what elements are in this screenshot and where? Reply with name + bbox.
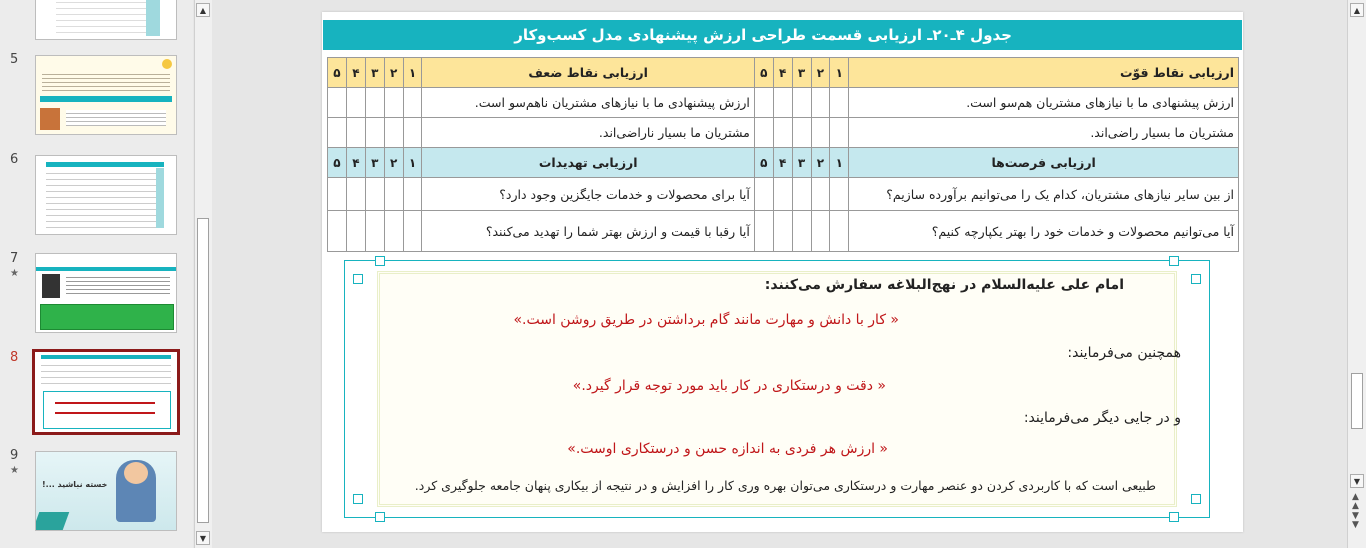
- slide-number: 9: [10, 448, 19, 463]
- scale-2: ۲: [384, 58, 403, 88]
- scale-4: ۴: [346, 148, 365, 178]
- slide-number: 5: [10, 52, 19, 67]
- scale-3: ۳: [792, 148, 811, 178]
- scale-5: ۵: [754, 58, 773, 88]
- rating-cell[interactable]: [403, 211, 422, 252]
- scale-1: ۱: [403, 58, 422, 88]
- scale-2: ۲: [384, 148, 403, 178]
- slide-title: جدول ۴ـ۲۰ـ ارزیابی قسمت طراحی ارزش پیشنهادی مدل کسب‌وکار: [323, 20, 1242, 50]
- rating-cell[interactable]: [328, 211, 347, 252]
- rating-cell[interactable]: [754, 88, 773, 118]
- rating-cell[interactable]: [773, 88, 792, 118]
- rating-cell[interactable]: [328, 88, 347, 118]
- rating-cell[interactable]: [754, 118, 773, 148]
- scale-4: ۴: [773, 148, 792, 178]
- rating-cell[interactable]: [346, 178, 365, 211]
- scale-3: ۳: [365, 58, 384, 88]
- rating-cell[interactable]: [384, 88, 403, 118]
- rating-cell[interactable]: [811, 88, 830, 118]
- rating-cell[interactable]: [754, 178, 773, 211]
- rating-cell[interactable]: [830, 178, 849, 211]
- scale-2: ۲: [811, 148, 830, 178]
- evaluation-table: [327, 57, 1239, 252]
- scroll-up-icon[interactable]: ▲: [1350, 3, 1364, 17]
- editor-scrollbar[interactable]: [1347, 0, 1366, 548]
- slide-number: 7: [10, 251, 19, 266]
- scale-2: ۲: [811, 58, 830, 88]
- thumbnail-scrollbar[interactable]: [194, 0, 212, 548]
- rating-cell[interactable]: [403, 88, 422, 118]
- scale-4: ۴: [773, 58, 792, 88]
- rating-cell[interactable]: [365, 88, 384, 118]
- threat-item: آیا رقبا با قیمت و ارزش بهتر شما را تهدید می‌کنند؟: [422, 211, 754, 252]
- slide-number: 8: [10, 350, 19, 365]
- rating-cell[interactable]: [773, 178, 792, 211]
- rating-cell[interactable]: [773, 118, 792, 148]
- strength-item: ارزش پیشنهادی ما با نیازهای مشتریان هم‌سو است.: [849, 88, 1239, 118]
- frame-corner-icon: [1191, 494, 1201, 504]
- slide-thumbnail-4[interactable]: [35, 0, 177, 40]
- rating-cell[interactable]: [384, 211, 403, 252]
- quote-conclusion: طبیعی است که با کاربردی کردن دو عنصر مهارت و درستکاری می‌توان بهره وری کار را افزایش و در نتیجه از بیکاری پنهان جامعه جلوگیری کرد.: [414, 478, 1156, 493]
- scroll-down-icon[interactable]: ▼: [196, 531, 210, 545]
- scroll-down-icon[interactable]: ▼: [1350, 474, 1364, 488]
- quote-3: « ارزش هر فردی به اندازه حسن و درستکاری اوست.»: [567, 441, 888, 457]
- rating-cell[interactable]: [346, 88, 365, 118]
- rating-cell[interactable]: [346, 211, 365, 252]
- threat-item: آیا برای محصولات و خدمات جایگزین وجود دارد؟: [422, 178, 754, 211]
- opportunity-item: از بین سایر نیازهای مشتریان، کدام یک را می‌توانیم برآورده سازیم؟: [849, 178, 1239, 211]
- scale-3: ۳: [792, 58, 811, 88]
- weakness-item: مشتریان ما بسیار ناراضی‌اند.: [422, 118, 754, 148]
- rating-cell[interactable]: [328, 118, 347, 148]
- scale-3: ۳: [365, 148, 384, 178]
- scroll-up-icon[interactable]: ▲: [196, 3, 210, 17]
- rating-cell[interactable]: [328, 178, 347, 211]
- scale-1: ۱: [830, 148, 849, 178]
- slide-editor: [215, 0, 1346, 548]
- rating-cell[interactable]: [384, 118, 403, 148]
- rating-cell[interactable]: [403, 118, 422, 148]
- weaknesses-header: ارزیابی نقاط ضعف: [422, 58, 754, 88]
- threats-header: ارزیابی تهدیدات: [422, 148, 754, 178]
- scrollbar-thumb[interactable]: [197, 218, 209, 523]
- rating-cell[interactable]: [811, 118, 830, 148]
- slide-thumbnail-5[interactable]: [35, 55, 177, 135]
- frame-corner-icon: [1169, 512, 1179, 522]
- quote-box: [344, 260, 1210, 518]
- slide-thumbnail-9[interactable]: [35, 451, 177, 531]
- slide-thumbnail-8-selected[interactable]: [32, 349, 180, 435]
- animation-star-icon: ★: [10, 465, 19, 476]
- scrollbar-thumb[interactable]: [1351, 373, 1363, 429]
- rating-cell[interactable]: [830, 211, 849, 252]
- frame-corner-icon: [1191, 274, 1201, 284]
- quote-2: « دقت و درستکاری در کار باید مورد توجه قرار گیرد.»: [572, 378, 886, 394]
- scale-5: ۵: [754, 148, 773, 178]
- scale-1: ۱: [403, 148, 422, 178]
- weakness-item: ارزش پیشنهادی ما با نیازهای مشتریان ناهم‌سو است.: [422, 88, 754, 118]
- previous-slide-icon[interactable]: ▲ ▲: [1352, 492, 1359, 511]
- rating-cell[interactable]: [773, 211, 792, 252]
- rating-cell[interactable]: [403, 178, 422, 211]
- rating-cell[interactable]: [365, 211, 384, 252]
- rating-cell[interactable]: [811, 211, 830, 252]
- scale-5: ۵: [328, 58, 347, 88]
- rating-cell[interactable]: [811, 178, 830, 211]
- scale-1: ۱: [830, 58, 849, 88]
- rating-cell[interactable]: [830, 118, 849, 148]
- quote-transition-1: همچنین می‌فرمایند:: [1067, 345, 1181, 361]
- quote-1: « کار با دانش و مهارت مانند گام برداشتن در طریق روشن است.»: [513, 312, 899, 328]
- rating-cell[interactable]: [346, 118, 365, 148]
- rating-cell[interactable]: [754, 211, 773, 252]
- next-slide-icon[interactable]: ▼ ▼: [1352, 511, 1359, 530]
- quote-transition-2: و در جایی دیگر می‌فرمایند:: [1023, 410, 1181, 426]
- rating-cell[interactable]: [365, 118, 384, 148]
- slide-thumbnail-7[interactable]: [35, 253, 177, 333]
- slide-thumbnail-6[interactable]: [35, 155, 177, 235]
- scale-5: ۵: [328, 148, 347, 178]
- slide-thumbnail-pane: [0, 0, 193, 548]
- rating-cell[interactable]: [365, 178, 384, 211]
- frame-corner-icon: [353, 494, 363, 504]
- strengths-header: ارزیابی نقاط قوّت: [849, 58, 1239, 88]
- opportunities-header: ارزیابی فرصت‌ها: [849, 148, 1239, 178]
- rating-cell[interactable]: [792, 211, 811, 252]
- slide-number: 6: [10, 152, 19, 167]
- rating-cell[interactable]: [830, 88, 849, 118]
- frame-corner-icon: [375, 512, 385, 522]
- quote-intro: امام علی علیه‌السلام در نهج‌البلاغه سفارش می‌کنند:: [764, 277, 1124, 293]
- animation-star-icon: ★: [10, 268, 19, 279]
- rating-cell[interactable]: [792, 118, 811, 148]
- strength-item: مشتریان ما بسیار راضی‌اند.: [849, 118, 1239, 148]
- thumb-greeting-text: خسته نباشید ...!: [42, 480, 108, 489]
- slide-canvas[interactable]: [322, 12, 1243, 532]
- opportunity-item: آیا می‌توانیم محصولات و خدمات خود را بهتر یکپارچه کنیم؟: [849, 211, 1239, 252]
- scale-4: ۴: [346, 58, 365, 88]
- rating-cell[interactable]: [384, 178, 403, 211]
- rating-cell[interactable]: [792, 178, 811, 211]
- rating-cell[interactable]: [792, 88, 811, 118]
- frame-corner-icon: [375, 256, 385, 266]
- frame-corner-icon: [1169, 256, 1179, 266]
